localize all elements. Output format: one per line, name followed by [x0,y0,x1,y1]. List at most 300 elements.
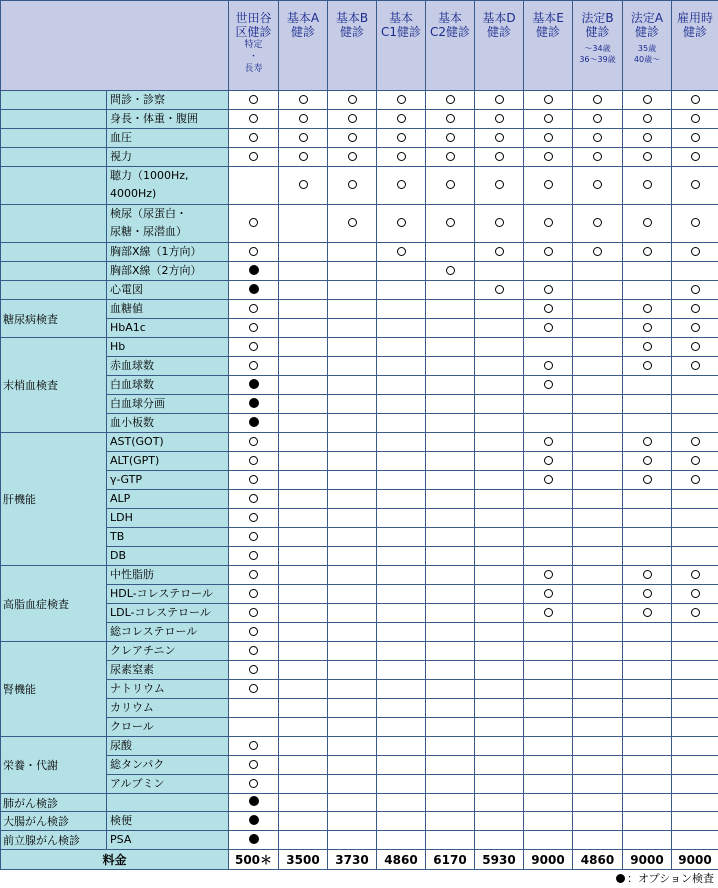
mark-cell [279,831,328,850]
open-circle-icon [397,95,406,104]
table-row [1,300,718,319]
open-circle-icon [299,95,308,104]
column-header: 基本D 健診 [475,1,524,91]
mark-cell [426,357,475,376]
open-circle-icon [593,152,602,161]
open-circle-icon [643,570,652,579]
mark-cell [377,509,426,528]
item-cell [107,794,229,812]
open-circle-icon [446,133,455,142]
open-circle-icon [348,152,357,161]
item-cell: 総コレステロール [107,623,229,642]
item-cell: 問診・診察 [107,91,229,110]
open-circle-icon [249,684,258,693]
mark-cell [623,91,672,110]
mark-cell [475,205,524,243]
mark-cell [328,812,377,831]
mark-cell [524,831,573,850]
mark-cell [377,471,426,490]
filled-circle-icon [249,379,259,389]
mark-cell [573,338,623,357]
mark-cell [328,452,377,471]
mark-cell [229,281,279,300]
open-circle-icon [249,323,258,332]
mark-cell [328,509,377,528]
table-row [1,433,718,452]
price-value: 500＊ [229,850,279,870]
mark-cell [573,433,623,452]
mark-cell [573,661,623,680]
mark-cell [524,167,573,205]
mark-cell [426,319,475,338]
item-cell: 胸部X線（2方向） [107,262,229,281]
mark-cell [573,528,623,547]
mark-cell [573,110,623,129]
mark-cell [672,414,718,433]
filled-circle-icon [249,265,259,275]
table-row [1,699,718,718]
mark-cell [672,831,718,850]
table-row [1,680,718,699]
mark-cell [573,91,623,110]
table-row [1,452,718,471]
mark-cell [623,338,672,357]
open-circle-icon [249,494,258,503]
mark-cell [426,338,475,357]
open-circle-icon [397,152,406,161]
mark-cell [573,794,623,812]
mark-cell [672,471,718,490]
item-cell: 身長・体重・腹囲 [107,110,229,129]
mark-cell [623,243,672,262]
mark-cell [279,319,328,338]
mark-cell [328,91,377,110]
open-circle-icon [643,456,652,465]
mark-cell [229,167,279,205]
mark-cell [229,148,279,167]
open-circle-icon [544,361,553,370]
item-cell: 聴力（1000Hz, 4000Hz) [107,167,229,205]
mark-cell [229,509,279,528]
mark-cell [279,376,328,395]
open-circle-icon [643,247,652,256]
mark-cell [524,642,573,661]
mark-cell [328,338,377,357]
mark-cell [328,395,377,414]
mark-cell [672,756,718,775]
category-cell: 末梢血検査 [1,338,107,433]
open-circle-icon [397,218,406,227]
open-circle-icon [643,323,652,332]
mark-cell [328,433,377,452]
mark-cell [475,699,524,718]
mark-cell [672,357,718,376]
mark-cell [672,129,718,148]
mark-cell [377,243,426,262]
mark-cell [623,680,672,699]
table-row [1,167,718,205]
mark-cell [328,281,377,300]
open-circle-icon [643,304,652,313]
mark-cell [279,794,328,812]
mark-cell [573,737,623,756]
mark-cell [524,471,573,490]
mark-cell [279,509,328,528]
mark-cell [279,262,328,281]
mark-cell [426,395,475,414]
mark-cell [623,756,672,775]
mark-cell [573,129,623,148]
mark-cell [475,338,524,357]
open-circle-icon [249,114,258,123]
open-circle-icon [593,218,602,227]
open-circle-icon [249,152,258,161]
mark-cell [573,243,623,262]
mark-cell [524,623,573,642]
mark-cell [229,357,279,376]
mark-cell [328,642,377,661]
category-cell: 腎機能 [1,642,107,737]
mark-cell [229,395,279,414]
mark-cell [279,414,328,433]
mark-cell [623,148,672,167]
open-circle-icon [691,342,700,351]
table-row [1,91,718,110]
filled-circle-icon [616,874,625,883]
open-circle-icon [249,760,258,769]
mark-cell [623,604,672,623]
mark-cell [229,414,279,433]
open-circle-icon [691,608,700,617]
mark-cell [426,547,475,566]
open-circle-icon [299,152,308,161]
mark-cell [623,395,672,414]
table-row [1,775,718,794]
mark-cell [328,585,377,604]
mark-cell [672,319,718,338]
mark-cell [229,718,279,737]
mark-cell [623,490,672,509]
mark-cell [229,338,279,357]
mark-cell [279,642,328,661]
mark-cell [672,547,718,566]
open-circle-icon [643,342,652,351]
mark-cell [573,699,623,718]
mark-cell [426,452,475,471]
mark-cell [573,376,623,395]
table-row [1,794,718,812]
item-cell: アルブミン [107,775,229,794]
mark-cell [623,547,672,566]
mark-cell [279,547,328,566]
category-cell: 大腸がん検診 [1,812,107,831]
open-circle-icon [495,285,504,294]
open-circle-icon [249,304,258,313]
mark-cell [524,509,573,528]
category-cell [1,262,107,281]
mark-cell [623,718,672,737]
mark-cell [377,414,426,433]
mark-cell [475,509,524,528]
mark-cell [377,300,426,319]
mark-cell [426,604,475,623]
price-row [1,850,718,870]
mark-cell [524,376,573,395]
open-circle-icon [544,570,553,579]
mark-cell [426,528,475,547]
mark-cell [524,604,573,623]
category-cell: 高脂血症検査 [1,566,107,642]
mark-cell [475,129,524,148]
mark-cell [475,718,524,737]
mark-cell [524,661,573,680]
mark-cell [524,205,573,243]
item-cell: 視力 [107,148,229,167]
mark-cell [623,281,672,300]
filled-circle-icon [249,815,259,825]
open-circle-icon [691,323,700,332]
mark-cell [672,490,718,509]
mark-cell [229,566,279,585]
mark-cell [229,661,279,680]
table-row [1,756,718,775]
item-cell: DB [107,547,229,566]
open-circle-icon [643,608,652,617]
mark-cell [623,528,672,547]
open-circle-icon [691,180,700,189]
mark-cell [377,452,426,471]
mark-cell [229,642,279,661]
item-cell: LDH [107,509,229,528]
open-circle-icon [691,361,700,370]
open-circle-icon [446,95,455,104]
open-circle-icon [544,456,553,465]
price-value: 4860 [377,850,426,870]
mark-cell [328,756,377,775]
mark-cell [229,737,279,756]
mark-cell [426,794,475,812]
mark-cell [377,91,426,110]
mark-cell [377,528,426,547]
item-cell: 血圧 [107,129,229,148]
mark-cell [672,110,718,129]
mark-cell [426,623,475,642]
mark-cell [377,680,426,699]
mark-cell [475,566,524,585]
mark-cell [229,319,279,338]
filled-circle-icon [249,834,259,844]
mark-cell [524,812,573,831]
mark-cell [573,357,623,376]
open-circle-icon [249,741,258,750]
mark-cell [672,433,718,452]
mark-cell [279,775,328,794]
mark-cell [328,243,377,262]
mark-cell [328,775,377,794]
mark-cell [377,642,426,661]
mark-cell [377,794,426,812]
filled-circle-icon [249,417,259,427]
mark-cell [279,528,328,547]
column-header: 雇用時 健診 [672,1,718,91]
mark-cell [573,718,623,737]
table-row [1,718,718,737]
category-cell [1,205,107,243]
mark-cell [672,528,718,547]
item-cell: Hb [107,338,229,357]
table-row [1,243,718,262]
table-row [1,566,718,585]
mark-cell [573,756,623,775]
open-circle-icon [249,551,258,560]
open-circle-icon [544,285,553,294]
mark-cell [524,680,573,699]
mark-cell [475,376,524,395]
mark-cell [328,528,377,547]
open-circle-icon [348,95,357,104]
item-cell: ナトリウム [107,680,229,699]
open-circle-icon [691,456,700,465]
item-cell: AST(GOT) [107,433,229,452]
mark-cell [328,718,377,737]
mark-cell [229,585,279,604]
open-circle-icon [593,247,602,256]
mark-cell [573,148,623,167]
column-header: 法定B 健診 ～34歳 36～39歳 [573,1,623,91]
mark-cell [279,718,328,737]
mark-cell [573,167,623,205]
mark-cell [672,395,718,414]
mark-cell [229,775,279,794]
mark-cell [328,471,377,490]
item-cell: 心電図 [107,281,229,300]
open-circle-icon [544,180,553,189]
table-row [1,338,718,357]
category-cell [1,281,107,300]
mark-cell [524,262,573,281]
mark-cell [279,756,328,775]
mark-cell [229,490,279,509]
table-row [1,661,718,680]
mark-cell [573,319,623,338]
mark-cell [229,699,279,718]
mark-cell [279,433,328,452]
item-cell: ALT(GPT) [107,452,229,471]
open-circle-icon [249,437,258,446]
mark-cell [623,737,672,756]
mark-cell [475,433,524,452]
mark-cell [623,262,672,281]
open-circle-icon [544,475,553,484]
open-circle-icon [446,180,455,189]
mark-cell [524,737,573,756]
open-circle-icon [348,218,357,227]
mark-cell [524,319,573,338]
column-header-row [1,1,718,91]
mark-cell [426,433,475,452]
column-header: 基本B 健診 [328,1,377,91]
open-circle-icon [249,218,258,227]
open-circle-icon [495,95,504,104]
open-circle-icon [593,114,602,123]
open-circle-icon [544,437,553,446]
mark-cell [623,642,672,661]
mark-cell [524,357,573,376]
mark-cell [426,243,475,262]
mark-cell [328,566,377,585]
mark-cell [377,737,426,756]
price-value: 3730 [328,850,377,870]
mark-cell [426,167,475,205]
mark-cell [426,281,475,300]
mark-cell [475,604,524,623]
mark-cell [229,547,279,566]
mark-cell [672,91,718,110]
mark-cell [672,642,718,661]
mark-cell [524,300,573,319]
mark-cell [426,376,475,395]
mark-cell [229,756,279,775]
mark-cell [229,376,279,395]
mark-cell [475,737,524,756]
mark-cell [328,661,377,680]
open-circle-icon [593,95,602,104]
mark-cell [229,528,279,547]
mark-cell [426,471,475,490]
item-cell: 胸部X線（1方向） [107,243,229,262]
item-cell: HbA1c [107,319,229,338]
mark-cell [377,604,426,623]
mark-cell [573,509,623,528]
mark-cell [279,471,328,490]
mark-cell [328,357,377,376]
open-circle-icon [495,218,504,227]
open-circle-icon [643,114,652,123]
item-cell: 総タンパク [107,756,229,775]
mark-cell [672,718,718,737]
mark-cell [623,433,672,452]
mark-cell [475,91,524,110]
open-circle-icon [691,114,700,123]
mark-cell [279,623,328,642]
mark-cell [672,376,718,395]
mark-cell [279,737,328,756]
mark-cell [573,680,623,699]
mark-cell [475,680,524,699]
mark-cell [279,281,328,300]
column-header: 世田谷 区健診 特定 ・ 長寿 [229,1,279,91]
table-row [1,262,718,281]
open-circle-icon [643,152,652,161]
mark-cell [573,623,623,642]
mark-cell [229,129,279,148]
item-cell: 赤血球数 [107,357,229,376]
header-corner [1,1,229,91]
mark-cell [623,623,672,642]
mark-cell [623,205,672,243]
mark-cell [524,566,573,585]
price-value: 9000 [672,850,718,870]
mark-cell [377,129,426,148]
mark-cell [328,547,377,566]
open-circle-icon [249,456,258,465]
mark-cell [524,718,573,737]
open-circle-icon [446,266,455,275]
mark-cell [475,623,524,642]
mark-cell [377,262,426,281]
open-circle-icon [446,114,455,123]
column-header: 基本 C2健診 [426,1,475,91]
